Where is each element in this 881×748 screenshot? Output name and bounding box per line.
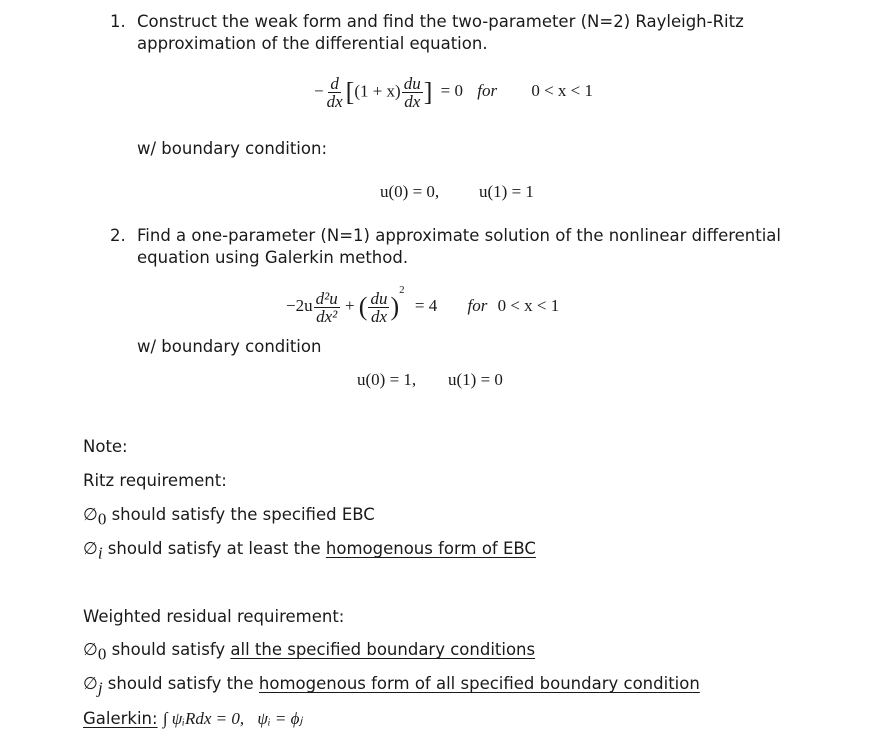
ritz-line-1: $\emptyset_0$ should satisfy the specified EBC — [83, 505, 375, 529]
eq2-du-dx-fraction: $\frac{du}{dx}$ — [370, 288, 388, 326]
eq2-for: for — [467, 296, 488, 315]
problem-2-text-line2: equation using Galerkin method. — [137, 248, 409, 267]
galerkin-line — [83, 709, 302, 729]
galerkin-psi-phi: ψᵢ = ϕⱼ — [257, 709, 303, 728]
ritz-title: Ritz requirement: — [83, 471, 227, 490]
eq2-lhs: −2u — [286, 296, 313, 315]
problem-1-bc-right: u(1) = 1 — [479, 182, 534, 201]
eq1-right-bracket: ] — [423, 77, 433, 107]
note-title: Note: — [83, 437, 128, 456]
eq1-du-dx-fraction: $\frac{du}{dx}$ — [403, 74, 421, 111]
problem-2-text-line1: Find a one-parameter (N=1) approximate solution of the nonlinear differential — [137, 226, 782, 245]
problem-2-bc-left: u(0) = 1, — [357, 370, 417, 389]
wr-title: Weighted residual requirement: — [83, 607, 345, 626]
problem-1-number: 1. — [110, 12, 126, 31]
eq1-neg: − — [314, 81, 324, 101]
homogenous-ebc-underlined: homogenous form of EBC — [325, 539, 536, 558]
problem-1-text-line1: Construct the weak form and find the two-parameter (N=2) Rayleigh-Ritz — [137, 12, 744, 31]
problem-1-bc-label: w/ boundary condition: — [137, 139, 328, 158]
problem-2-number: 2. — [110, 226, 126, 245]
eq1-d-dx-fraction: $\frac{d}{dx}$ — [326, 74, 343, 111]
eq1-domain: 0 < x < 1 — [531, 81, 594, 101]
phi-i-symbol: ∅ — [83, 539, 98, 558]
eq1-for: for — [477, 81, 498, 101]
problem-1-bc-left: u(0) = 0, — [380, 182, 440, 201]
all-bc-underlined: all the specified boundary conditions — [230, 640, 536, 659]
eq2-plus: + — [344, 296, 355, 315]
problem-1-equation — [314, 75, 593, 110]
eq1-left-bracket: [ — [345, 77, 355, 107]
problem-1-text-line2: approximation of the differential equation. — [137, 34, 488, 53]
problem-2-bc-right: u(1) = 0 — [448, 370, 503, 389]
eq2-left-paren: ( — [358, 292, 368, 322]
phi-0-symbol: ∅ — [83, 640, 98, 659]
wr-line-2: $\emptyset_j$ should satisfy the homogenous form of all specified boundary condition — [83, 674, 700, 698]
problem-2-equation — [286, 284, 559, 325]
phi-0-symbol: ∅ — [83, 505, 98, 524]
homogenous-all-bc-underlined: homogenous form of all specified boundary condition — [258, 674, 700, 693]
eq1-factor: (1 + x) — [354, 81, 401, 101]
eq1-rhs: = 0 — [440, 81, 463, 101]
eq2-rhs: = 4 — [414, 296, 438, 315]
wr-line-1: $\emptyset_0$ should satisfy all the specified boundary conditions — [83, 640, 536, 664]
problem-2-bc-label: w/ boundary condition — [137, 337, 322, 356]
phi-j-symbol: ∅ — [83, 674, 98, 693]
galerkin-label: Galerkin: — [83, 709, 158, 728]
ritz-line-2: $\emptyset_i$ should satisfy at least the homogenous form of EBC — [83, 539, 536, 563]
eq2-right-paren: ) — [390, 292, 400, 322]
eq2-domain: 0 < x < 1 — [497, 296, 560, 315]
eq2-exponent: 2 — [399, 284, 405, 296]
eq2-d2u-dx2-fraction: $\frac{\text{d²u}}{\text{dx²}}$ — [315, 288, 338, 326]
galerkin-equation: ∫ ψᵢRdx = 0, — [162, 709, 245, 728]
